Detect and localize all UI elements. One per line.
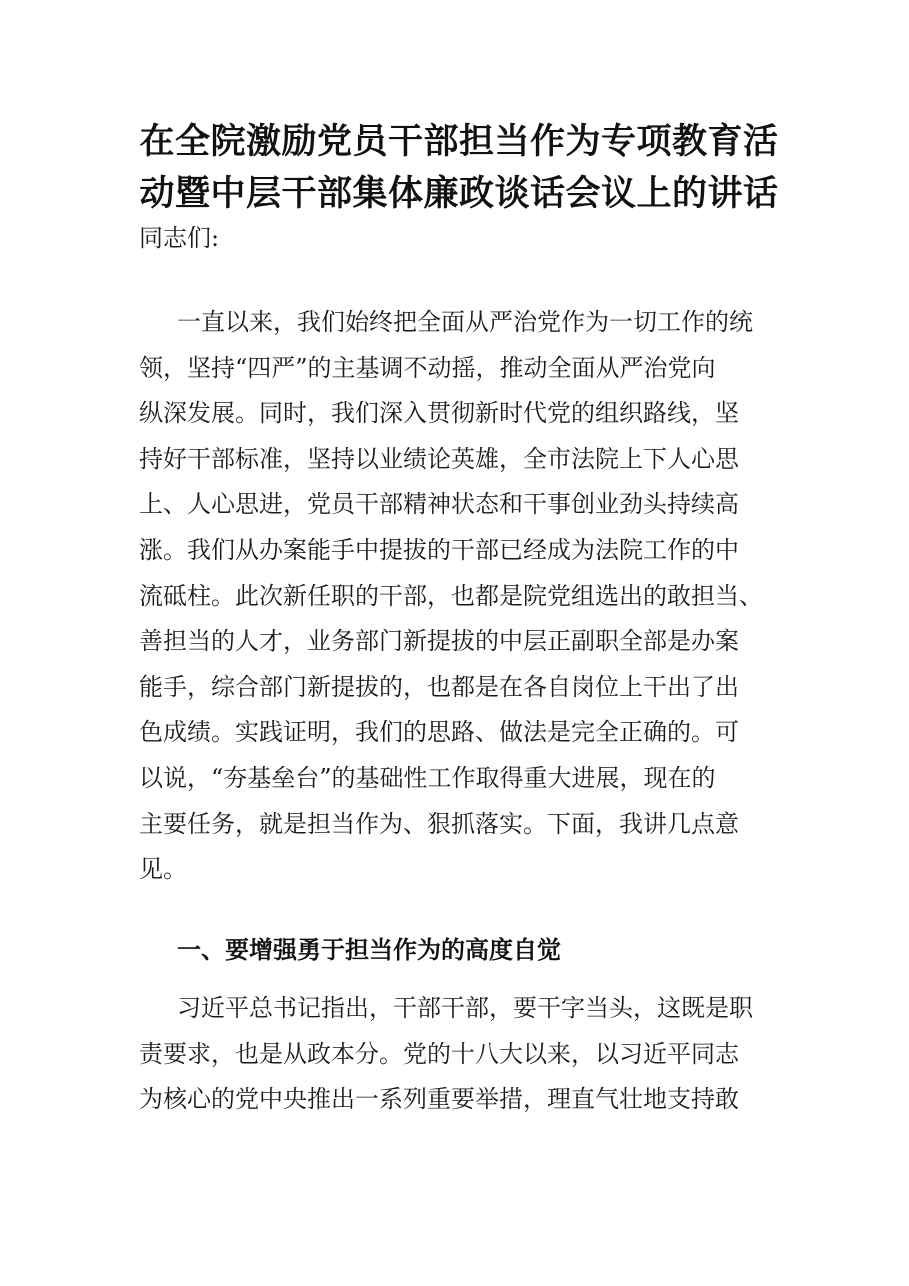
text-line: 见。 (139, 855, 187, 884)
text-line: 责要求，也是从政本分。党的十八大以来，以习近平同志 (139, 1039, 739, 1068)
text-line: 纵深发展。同时，我们深入贯彻新时代党的组织路线，坚 (139, 399, 739, 428)
text-line: 主要任务，就是担当作为、狠抓落实。下面，我讲几点意 (139, 809, 739, 838)
text-line: 善担当的人才，业务部门新提拔的中层正副职全部是办案 (139, 627, 739, 656)
text-line: 为核心的党中央推出一系列重要举措，理直气壮地支持敢 (139, 1085, 739, 1114)
text-line: 习近平总书记指出，干部干部，要干字当头，这既是职 (177, 994, 753, 1022)
title-line: 在全院激励党员干部担当作为专项教育活 (139, 121, 779, 162)
salutation: 同志们: (139, 224, 220, 252)
title-line: 动暨中层干部集体廉政谈话会议上的讲话 (139, 173, 779, 214)
text-line: 上、人心思进，党员干部精神状态和干事创业劲头持续高 (139, 490, 739, 519)
text-line: 流砥柱。此次新任职的干部，也都是院党组选出的敢担当、 (139, 581, 763, 610)
document-title (139, 116, 779, 220)
text-line: 能手，综合部门新提拔的，也都是在各自岗位上干出了出 (139, 672, 739, 701)
text-line: 以说，“夯基垒台”的基础性工作取得重大进展，现在的 (139, 763, 716, 792)
text-line: 持好干部标准，坚持以业绩论英雄，全市法院上下人心思 (139, 444, 739, 473)
text-line: 领，坚持“四严”的主基调不动摇，推动全面从严治党向 (139, 353, 716, 382)
paragraph-1 (139, 300, 763, 893)
text-line: 涨。我们从办案能手中提拔的干部已经成为法院工作的中 (139, 535, 739, 564)
text-line: 色成绩。实践证明，我们的思路、做法是完全正确的。可 (139, 718, 739, 747)
section-heading: 一、要增强勇于担当作为的高度自觉 (177, 935, 561, 964)
paragraph-2 (139, 986, 753, 1123)
text-line: 一直以来，我们始终把全面从严治党作为一切工作的统 (177, 308, 753, 336)
